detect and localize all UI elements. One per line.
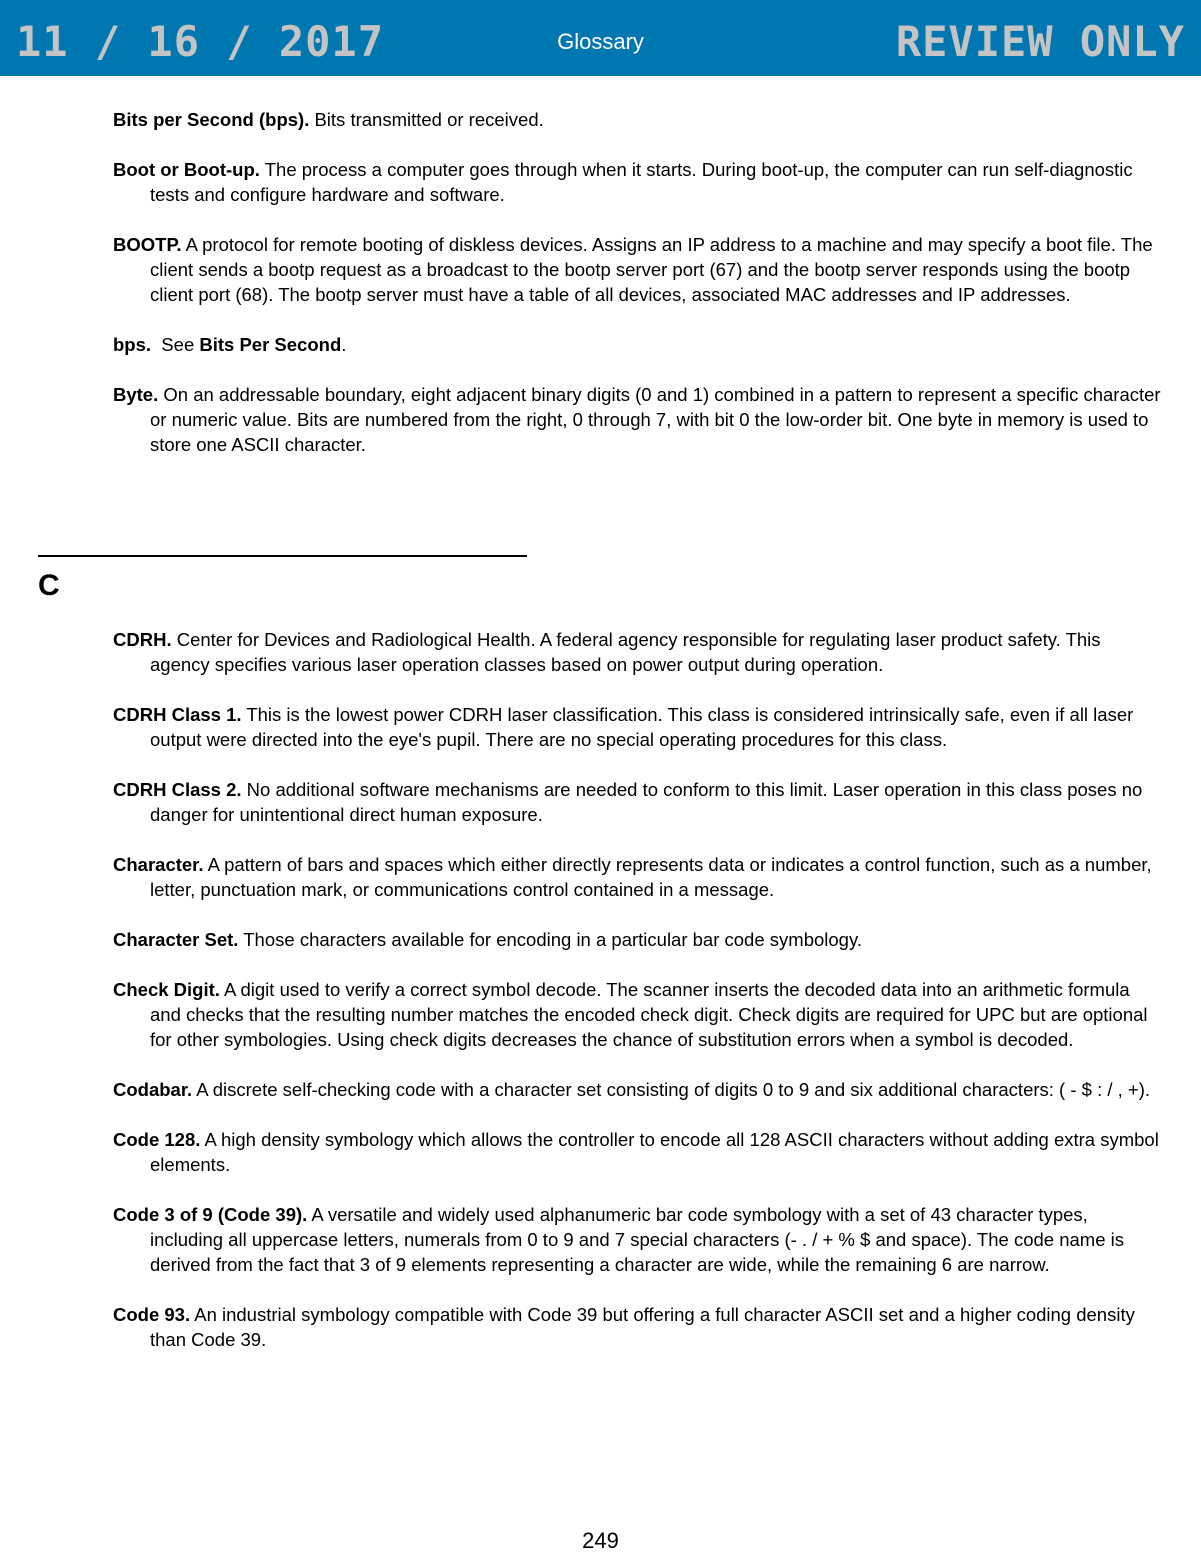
glossary-term: Boot or Boot-up. <box>113 159 260 180</box>
glossary-entry <box>113 702 1161 752</box>
review-date-watermark: 11 / 16 / 2017 <box>16 17 385 66</box>
glossary-term: bps. <box>113 334 152 355</box>
glossary-section-c <box>113 627 1161 1377</box>
section-divider <box>38 555 527 557</box>
glossary-term: Code 128. <box>113 1129 201 1150</box>
glossary-term: Codabar. <box>113 1079 193 1100</box>
chapter-title: Glossary <box>557 29 644 54</box>
glossary-definition: Those characters available for encoding in a particular bar code symbology. <box>238 929 862 950</box>
glossary-definition: On an addressable boundary, eight adjacent binary digits (0 and 1) combined in a pattern to represent a specific character or numeric value. Bits are numbered from the right, 0 through 7, with bit 0 the low-order bit. One byte in memory is used to store one ASCII character. <box>150 384 1161 455</box>
see-also-suffix: . <box>341 334 347 355</box>
glossary-definition: No additional software mechanisms are needed to conform to this limit. Laser operation in this class poses no danger for unintentional direct human exposure. <box>150 779 1143 825</box>
glossary-definition: The process a computer goes through when it starts. During boot-up, the computer can run self-diagnostic tests and configure hardware and software. <box>150 159 1133 205</box>
glossary-entry <box>113 927 1161 952</box>
glossary-entry <box>113 232 1161 307</box>
glossary-definition: A discrete self-checking code with a character set consisting of digits 0 to 9 and six additional characters: ( - $ : / , +). <box>192 1079 1151 1100</box>
glossary-definition: This is the lowest power CDRH laser classification. This class is considered intrinsically safe, even if all laser output were directed into the eye's pupil. There are no special operating procedures for this class. <box>150 704 1134 750</box>
glossary-term: CDRH Class 2. <box>113 779 242 800</box>
glossary-term: Character. <box>113 854 204 875</box>
glossary-term: CDRH Class 1. <box>113 704 242 725</box>
glossary-definition: Bits transmitted or received. <box>309 109 544 130</box>
glossary-entry <box>113 1127 1161 1177</box>
glossary-definition: A pattern of bars and spaces which either directly represents data or indicates a control function, such as a number, letter, punctuation mark, or communications control contained in a message. <box>150 854 1152 900</box>
glossary-definition: An industrial symbology compatible with Code 39 but offering a full character ASCII set and a higher coding density than Code 39. <box>150 1304 1135 1350</box>
section-heading: C <box>38 569 60 602</box>
glossary-entry <box>113 852 1161 902</box>
glossary-entry <box>113 332 1161 357</box>
glossary-entry <box>113 1302 1161 1352</box>
glossary-section-b <box>113 107 1161 482</box>
glossary-term: BOOTP. <box>113 234 182 255</box>
glossary-term: CDRH. <box>113 629 172 650</box>
glossary-definition: A high density symbology which allows the controller to encode all 128 ASCII characters without adding extra symbol elements. <box>150 1129 1159 1175</box>
glossary-term: Code 3 of 9 (Code 39). <box>113 1204 308 1225</box>
glossary-term: Code 93. <box>113 1304 191 1325</box>
glossary-entry <box>113 777 1161 827</box>
glossary-entry <box>113 382 1161 457</box>
glossary-definition: A digit used to verify a correct symbol decode. The scanner inserts the decoded data into an arithmetic formula and checks that the resulting number matches the encoded check digit. Check digits are required for UPC but are optional for other symbologies. Using check digits decreases the chance of substitution errors when a symbol is decoded. <box>150 979 1148 1050</box>
glossary-term: Character Set. <box>113 929 239 950</box>
glossary-entry <box>113 157 1161 207</box>
glossary-definition: Center for Devices and Radiological Health. A federal agency responsible for regulating laser product safety. This agency specifies various laser operation classes based on power output during operation. <box>150 629 1101 675</box>
glossary-entry <box>113 1077 1161 1102</box>
glossary-entry <box>113 627 1161 677</box>
glossary-term: Check Digit. <box>113 979 220 1000</box>
see-also-reference: Bits Per Second <box>199 334 342 355</box>
see-also-prefix: See <box>151 334 200 355</box>
glossary-entry <box>113 1202 1161 1277</box>
glossary-definition: A protocol for remote booting of diskless devices. Assigns an IP address to a machine and may specify a boot file. The client sends a bootp request as a broadcast to the bootp server port (67) and the bootp server responds using the bootp client port (68). The bootp server must have a table of all devices, associated MAC addresses and IP addresses. <box>150 234 1153 305</box>
glossary-definition: A versatile and widely used alphanumeric bar code symbology with a set of 43 character types, including all uppercase letters, numerals from 0 to 9 and 7 special characters (- . / + % $ and space). The code name is derived from the fact that 3 of 9 elements representing a character are wide, while the remaining 6 are narrow. <box>150 1204 1124 1275</box>
glossary-entry <box>113 977 1161 1052</box>
page-number: 249 <box>582 1528 619 1553</box>
glossary-term: Byte. <box>113 384 159 405</box>
page-header <box>0 0 1201 76</box>
glossary-entry <box>113 107 1161 132</box>
review-only-watermark: REVIEW ONLY <box>895 17 1185 66</box>
glossary-term: Bits per Second (bps). <box>113 109 310 130</box>
